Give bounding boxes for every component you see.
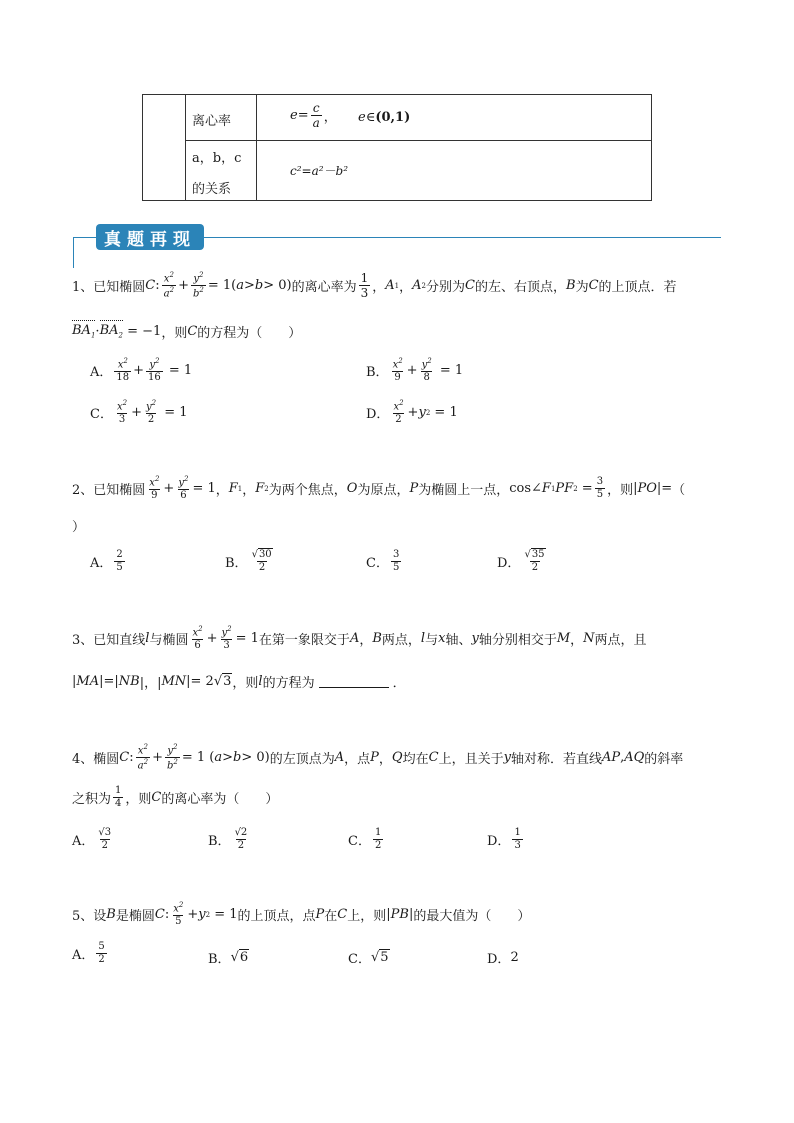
q1-option-b[interactable]: B． $x^2$ 9 + $y^2$ 8 = 1 (366, 357, 464, 384)
table-row1-label: 离心率 (192, 114, 232, 129)
q1-stem-cont: $BA_1$ · $BA_2$ = −1 ，则 C 的方程为（ ） (72, 323, 302, 341)
banner-rule (204, 237, 721, 238)
q5-option-b[interactable]: B． √6 (208, 950, 249, 967)
q4-stem-cont: 之积为 1 4 ，则 C 的离心率为（ ） (72, 785, 279, 809)
q4-option-b[interactable]: B． √2 2 (208, 827, 248, 851)
table-divider (256, 95, 257, 200)
q5-option-a[interactable]: A． 5 2 (72, 941, 105, 965)
q3-stem: 3、 已知直线 l 与椭圆 $x^2$ 6 + $y^2$ 3 = 1 在第一象限交于 A ， B 两点， l 与 x 轴、 y 轴分别相交于 M ， N 两点，且 (72, 625, 647, 652)
q1-option-c[interactable]: C． $x^2$ 3 + $y^2$ 2 = 1 (90, 399, 188, 426)
q5-stem: 5、 设 B 是椭圆 C : $x^2$ 5 + y 2 = 1 的上顶点，点 P 在 C 上，则 | PB | 的最大值为（ ） (72, 901, 531, 928)
table-divider (185, 140, 651, 141)
q2-option-d[interactable]: D． √35 2 (497, 549, 545, 573)
q5-option-d[interactable]: D． 2 (487, 950, 519, 967)
table-divider (185, 95, 186, 200)
table-row1-formula: e = c a ， (290, 101, 337, 130)
table-row2-formula: c²=a²－b² (290, 164, 349, 178)
table-row2-label-line2: 的关系 (192, 182, 232, 197)
q1-number: 1、 (72, 280, 94, 296)
q2-option-c[interactable]: C． 3 5 (366, 549, 400, 573)
q2-option-a[interactable]: A． 2 5 (90, 549, 123, 573)
q3-stem-cont: | MA |=| NB |，| MN |= 2 √3 ，则 l 的方程为 ． (72, 674, 406, 691)
banner-bracket (73, 237, 98, 268)
q2-stem: 2、 已知椭圆 $x^2$ 9 + $y^2$ 6 = 1 ， F 1 ， F 2 为两个焦点， O 为原点， P 为椭圆上一点， cos∠ F 1 PF 2 = 3 5 ，则 | PO |= （ (72, 475, 686, 502)
q4-option-c[interactable]: C． 1 2 (348, 827, 382, 851)
q1-stem: 1、 已知椭圆 C : $x^2$ $a^2$ + $y^2$ $b^2$ = 1( a > b > 0) 的离心率为 1 3 ， A 1 ， A 2 分别为 C 的左、右顶点， B 为 C 的上顶点．若 (72, 271, 677, 301)
q4-option-d[interactable]: D． 1 3 (487, 827, 521, 851)
q3-answer-blank[interactable] (319, 675, 389, 688)
table-row2-label-line1: a，b，c (192, 151, 242, 166)
q5-option-c[interactable]: C． √5 (348, 950, 389, 967)
q2-option-b[interactable]: B． √30 2 (225, 549, 272, 573)
section-title: 真题再现 (96, 224, 204, 250)
q4-stem: 4、 椭圆 C : $x^2$ $a^2$ + $y^2$ $b^2$ = 1 ( a > b > 0) 的左顶点为 A ，点 P ， Q 均在 C 上，且关于 y 轴对称．若直线 AP , AQ 的斜率 (72, 743, 684, 772)
table-row1-range: e∈(0,1) (358, 110, 411, 125)
q1-option-d[interactable]: D． $x^2$ 2 + y 2 = 1 (366, 399, 458, 426)
q1-option-a[interactable]: A． $x^2$ 18 + $y^2$ 16 = 1 (90, 357, 193, 384)
q4-option-a[interactable]: A． √3 2 (72, 827, 112, 851)
q2-stem-cont: ） (72, 520, 86, 535)
